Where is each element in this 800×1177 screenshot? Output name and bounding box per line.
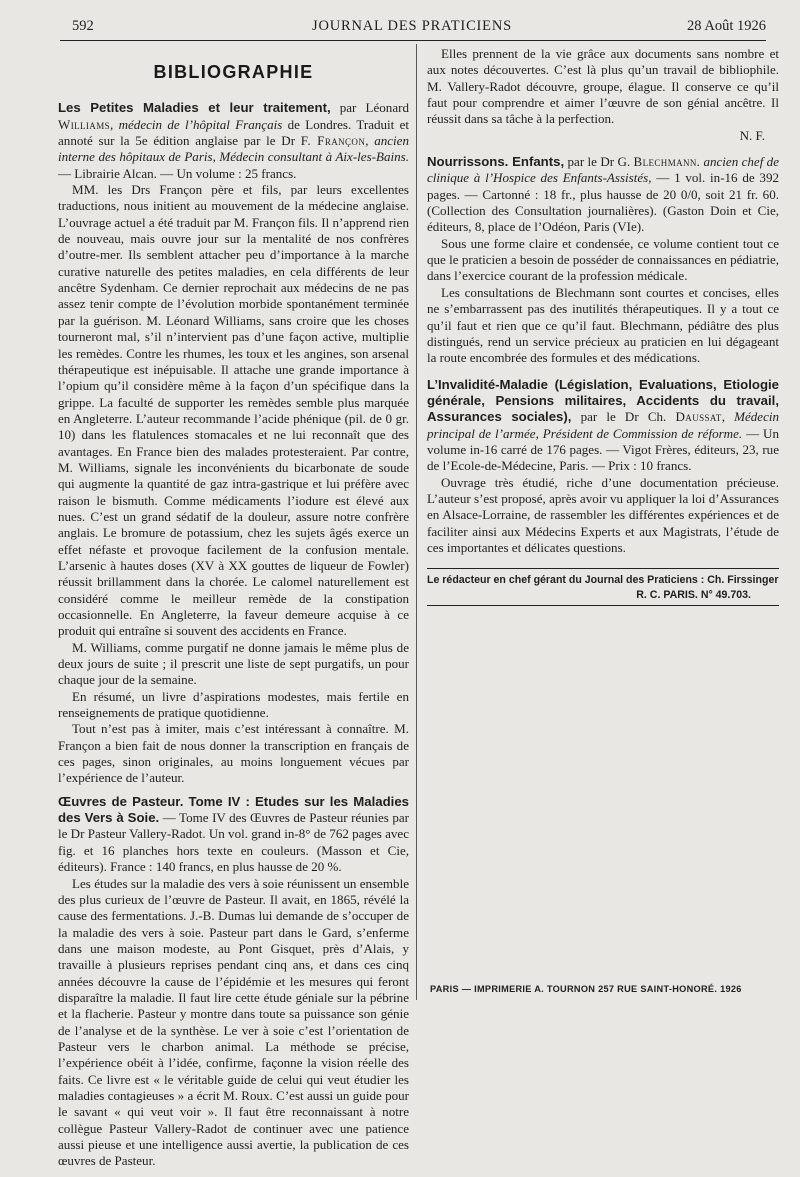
author-role: . ancien chef de clinique à l’Hospice des Enfants-Assistés, (427, 154, 779, 186)
byline-text: par Léonard (330, 100, 409, 116)
review-paragraph: Elles prennent de la vie grâce aux documents sans nombre et aux notes découvertes. C’est là plus qu’un travail de bibliophile. M. Vallery-Radot découvre, groupe, élague. Il conserve ce qu’il faut pour comprendre et aimer l’œuvre de son génial ancêtre. Il réussit dans sa tâche à la perfection. (427, 46, 779, 127)
review-entry-pasteur-cont (427, 46, 779, 144)
running-header (58, 18, 766, 38)
left-column (58, 62, 409, 1177)
book-title: Les Petites Maladies et leur traitement, (58, 100, 331, 116)
review-paragraph: En résumé, un livre d’aspirations modestes, mais fertile en renseignements de pratique quotidienne. (58, 688, 409, 721)
author-name: Daussat (675, 409, 722, 425)
imprint-rule (427, 568, 779, 569)
byline-text: par le Dr G. (564, 154, 634, 170)
review-paragraph: Les consultations de Blechmann sont courtes et concises, elles ne s’embarrassent pas des inutilités thérapeutiques. Il y a tout ce qu’il faut et rien que ce qu’il faut. Blechmann, pédiâtre des plus distingués, rend un service précieux au praticien en lui dégageant la route encombrée des formules et des médications. (427, 284, 779, 366)
entry-heading (427, 154, 779, 236)
editor-line: Le rédacteur en chef gérant du Journal des Praticiens : Ch. Firssinger (427, 574, 779, 587)
byline-text: de Londres. Traduit et annoté sur la 5e édition anglaise par le Dr (58, 116, 409, 149)
review-entry-invalidite (427, 377, 779, 557)
issue-date: 28 Août 1926 (687, 18, 766, 34)
review-paragraph: Ouvrage très étudié, riche d’une documentation précieuse. L’auteur s’est proposé, après avoir vu appliquer la loi d’Assurances en Alsace-Lorraine, de rassembler les différentes expériences et de faciliter ainsi aux Médecins Experts et aux Magistrats, l’étude de ces importantes et délicates questions. (427, 474, 779, 555)
registry-line: R. C. PARIS. N° 49.703. (636, 589, 751, 602)
editor-imprint (427, 573, 779, 603)
entry-heading (58, 794, 409, 876)
reviewer-signature-row (427, 128, 779, 144)
author-role: , médecin de l’hôpital Français (110, 116, 283, 132)
column-divider (416, 44, 417, 1000)
imprint-rule-bottom (427, 605, 779, 606)
journal-title: JOURNAL DES PRATICIENS (312, 18, 512, 34)
book-title: Nourrissons. Enfants, (427, 154, 565, 170)
review-paragraph: Sous une forme claire et condensée, ce volume contient tout ce que le praticien a besoin de posséder de connaissances en pédiatrie, dans l’exercice courant de la profession médicale. (427, 235, 779, 284)
review-entry-nourrissons (427, 154, 779, 366)
translator-name: F. Françon (300, 133, 366, 149)
review-paragraph: M. Williams, comme purgatif ne donne jamais le même plus de deux jours de suite ; il prescrit une liste de sept purgatifs, un pour chaque jour de la semaine. (58, 639, 409, 688)
entry-heading (58, 100, 409, 182)
author-role: , Médecin principal de l’armée, Président de Commission de réforme. (427, 409, 780, 441)
review-paragraph: Tout n’est pas à imiter, mais c’est intéressant à connaître. M. Françon a bien fait de nous donner la transcription en français de ces pages, sinon originales, au moins longuement vécues par l’expérience de l’auteur. (58, 721, 409, 786)
review-entry-pasteur (58, 794, 409, 1170)
book-title: L’Invalidité-Maladie (Législation, Evaluations, Etiologie générale, Pensions militaires, Accidents du travail, Assurances sociales), (427, 376, 779, 425)
publication-details: — 1 vol. in-16 de 392 pages. — Cartonné : 18 fr., plus hausse de 20 0/0, soit 21 fr. 60. (Collection des Consultation journalières). (Gaston Doin et Cie, éditeurs, 8, place de l’Odéon, Paris (VIe). (427, 170, 779, 235)
printer-credit: PARIS — IMPRIMERIE A. TOURNON 257 RUE SAINT-HONORÉ. 1926 (430, 984, 742, 994)
publisher-info: — Librairie Alcan. — Un volume : 25 francs. (58, 165, 297, 181)
section-title: BIBLIOGRAPHIE (153, 62, 314, 82)
book-title: Œuvres de Pasteur. Tome IV : Etudes sur les Maladies des Vers à Soie. (58, 793, 409, 826)
page-number: 592 (72, 18, 94, 34)
author-name: Blechmann (633, 154, 697, 170)
right-column (427, 46, 779, 606)
reviewer-signature: N. F. (739, 127, 765, 143)
byline-text: par le Dr Ch. (571, 409, 676, 425)
entry-heading (427, 377, 779, 475)
review-paragraph: MM. les Drs Françon père et fils, par leurs excellentes traductions, nous initient au mouvement de la médecine anglaise. L’ouvrage actuel a été traduit par M. Françon fils. Il n’apprend rien de nouveau, mais ouvre jour sur la mentalité de nos confrères d’outre-mer. Ils semblent attacher peu d’importance à la marche curative naturelle des petites maladies, en cela différents de leur ancêtre Sydenham. Ce dernier reprochait aux médecins de ne pas assez tenir compte de l’évolution morbide spontanément terminée par la guérison. M. Léonard Williams, sans croire que les choses tourneront mal, s’il n’intervient pas d’une façon active, multiplie les remèdes. Contre les rhumes, les toux et les angines, son arsenal thérapeutique est inépuisable. Il attache une grande importance à l’opium qu’il considère même à la façon d’un spécifique dans la grippe. La faculté de supporter les remèdes semble plus marquée en Angleterre. L’auteur recommande l’acide phénique (pil. de 0 gr. 10) dans les flatulences stomacales et ne lui reconnaît que des avantages. En France bien des malades protesteraient. Par contre, M. Williams, signale les inconvénients du bicarbonate de soude qui augmente la quantité de gaz intra-gastrique et lui préfère avec raison le bismuth. Comme médicaments l’iodure est élevé aux nues. C’est un grand sédatif de la douleur, assure notre confrère anglais. Le bromure de potassium, chez les sujets âgés exerce un effet néfaste et provoque facilement de la confusion mentale. L’arsenic à hautes doses (XV à XX gouttes de liqueur de Fowler) réussit brillamment dans la chorée. Le calomel naturellement est considéré comme le meilleur remède de la constipation occasionnelle. En Angleterre, la faveur demeure acquise à ce produit qui entraîne si souvent des accidents en France. (58, 182, 409, 639)
publication-details: — Tome IV des Œuvres de Pasteur réunies par le Dr Pasteur Vallery-Radot. Un vol. grand in-8° de 762 pages avec fig. et 16 planches hors texte en couleurs. (Masson et Cie, éditeurs). France : 140 francs, en plus hausse de 20 %. (58, 810, 410, 875)
review-entry-petites-maladies (58, 100, 409, 786)
review-paragraph: Les études sur la maladie des vers à soie réunissent un ensemble des plus curieux de l’œuvre de Pasteur. Il avait, en 1865, révélé la cause des fermentations. J.-B. Dumas lui demande de s’occuper de la maladie des vers à soie. Pasteur part dans le Gard, s’enferme dans une maison modeste, au Pont Gisquet, près d’Alais, y travaille à plusieurs reprises pendant cinq ans, et dans ces cinq années découvre la cause de l’épidémie et les mesures qui feront disparaître la maladie. Il faut lire cette étude géniale sur la pébrine et la flacherie. Pasteur y montre dans toute sa puissance son génie de l’analyse et de la synthèse. Le ver à soie c’est l’orientation de Pasteur vers le charbon animal. La méthode se précise, l’expérience obéit à l’idée, confirme, façonne la vision réelle des faits. Ce livre est « le véritable guide de celui qui veut étudier les maladies contagieuses » a écrit M. Roux. C’est aussi un guide pour le savant « qui veut voir ». Il faut être reconnaissant à notre collègue Pasteur Vallery-Radot de continuer avec une patience aussi pieuse et une intelligence aussi avertie, la publication de ces œuvres de Pasteur. (58, 875, 409, 1169)
publication-details: — Un volume in-16 carré de 176 pages. — Vigot Frères, éditeurs, 23, rue de l’Ecole-de-Médecine, Paris. — Prix : 10 francs. (427, 425, 779, 474)
author-name: Williams (58, 116, 111, 132)
translator-role: , ancien interne des hôpitaux de Paris, Médecin consultant à Aix-les-Bains. (58, 133, 409, 165)
header-rule (60, 40, 766, 41)
